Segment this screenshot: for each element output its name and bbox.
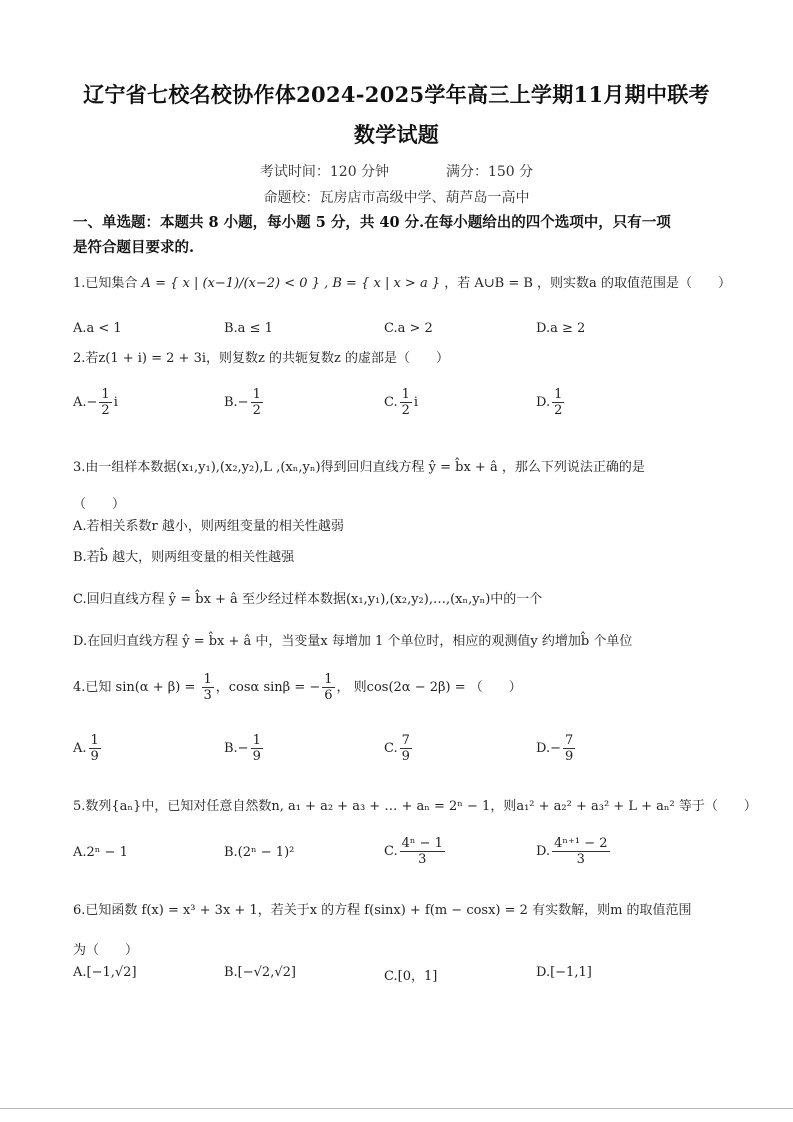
- q2-option-c-label: C.: [384, 395, 398, 410]
- q2-d-den: 2: [554, 403, 563, 418]
- q1-suffix: ，若 A∪B = B ，则实数a 的取值范围是（ ）: [444, 276, 731, 291]
- q6-option-c[interactable]: C.[0，1]: [384, 969, 438, 984]
- q5-option-d[interactable]: [536, 836, 612, 867]
- q4-a-num: 1: [90, 733, 99, 748]
- q4-a-frac: [89, 733, 101, 764]
- q4-suffix: ， 则cos(2α − 2β) = （ ）: [336, 680, 522, 695]
- q4-f2-num: 1: [324, 672, 333, 687]
- q4-option-c-label: C.: [384, 741, 398, 756]
- q4-option-d[interactable]: [536, 733, 577, 764]
- question-4-stem: [73, 672, 522, 703]
- q4-frac-2: [322, 672, 334, 703]
- q2-b-num: 1: [252, 387, 261, 402]
- q2-d-num: 1: [554, 387, 563, 402]
- q5-option-c-label: C.: [384, 844, 398, 859]
- q4-mid: ，cosα sinβ = −: [215, 680, 321, 695]
- q2-a-num: 1: [101, 387, 110, 402]
- full-score: 满分：150 分: [445, 164, 534, 180]
- q2-option-a-label: A.−: [73, 395, 98, 410]
- q5-c-num: 4ⁿ − 1: [401, 836, 443, 851]
- q3-option-d[interactable]: D.在回归直线方程 ŷ = b̂x + â 中，当变量x 每增加 1 个单位时，相应的观测值y 约增加b̂ 个单位: [73, 634, 633, 649]
- q5-option-c[interactable]: [384, 836, 447, 867]
- question-3-stem: 3.由一组样本数据(x₁,y₁),(x₂,y₂),L ,(xₙ,yₙ)得到回归直线方程 ŷ = b̂x + â ，那么下列说法正确的是: [73, 460, 645, 475]
- q5-option-a[interactable]: A.2ⁿ − 1: [73, 845, 128, 860]
- q5-c-frac: [400, 836, 445, 867]
- q1-set-b: , B = { x | x > a }: [324, 276, 441, 291]
- q2-c-frac: [400, 387, 412, 418]
- q5-d-den: 3: [576, 852, 585, 867]
- q5-option-d-label: D.: [536, 844, 551, 859]
- section-heading-line2: 是符合题目要求的.: [73, 239, 195, 256]
- q4-option-b[interactable]: [224, 733, 265, 764]
- q4-c-num: 7: [401, 733, 410, 748]
- q3-option-a[interactable]: A.若相关系数r 越小，则两组变量的相关性越弱: [73, 519, 344, 534]
- q4-a-den: 9: [90, 749, 99, 764]
- exam-subtitle: 数学试题: [353, 122, 440, 147]
- q2-a-tail: i: [113, 395, 118, 410]
- q4-f1-den: 3: [203, 688, 212, 703]
- q2-option-d-label: D.: [536, 395, 551, 410]
- q2-c-tail: i: [413, 395, 419, 410]
- q6-option-d[interactable]: D.[−1,1]: [536, 965, 592, 980]
- exam-meta: [0, 161, 793, 181]
- q1-option-a[interactable]: A.a < 1: [73, 321, 122, 336]
- q2-option-b-label: B.−: [224, 395, 249, 410]
- q2-d-frac: [552, 387, 564, 418]
- q2-b-den: 2: [252, 403, 261, 418]
- q1-prefix: 1.已知集合: [73, 276, 138, 291]
- q1-option-c[interactable]: C.a > 2: [384, 321, 433, 336]
- q2-option-b[interactable]: [224, 387, 265, 418]
- q4-option-a-label: A.: [73, 741, 87, 756]
- exam-time: 考试时间：120 分钟: [259, 164, 390, 180]
- question-1-stem: [73, 272, 731, 291]
- q3-option-b[interactable]: B.若b̂ 越大，则两组变量的相关性越强: [73, 550, 295, 565]
- q2-b-frac: [251, 387, 263, 418]
- exam-schools: 命题校：瓦房店市高级中学、葫芦岛一高中: [263, 190, 530, 206]
- q2-c-num: 1: [401, 387, 410, 402]
- q6-option-b[interactable]: B.[−√2,√2]: [224, 965, 296, 980]
- question-5-stem: 5.数列{aₙ}中，已知对任意自然数n, a₁ + a₂ + a₃ + … + aₙ = 2ⁿ − 1，则a₁² + a₂² + a₃² + L + aₙ² 等于（ ）: [73, 799, 757, 814]
- q4-b-den: 9: [252, 749, 261, 764]
- q4-option-d-label: D.−: [536, 741, 561, 756]
- question-2-stem: 2.若z(1 + i) = 2 + 3i，则复数z 的共轭复数z 的虚部是（ ）: [73, 351, 449, 366]
- exam-title: 辽宁省七校名校协作体2024-2025学年高三上学期11月期中联考: [83, 82, 710, 107]
- page-bottom-rule: [0, 1108, 793, 1109]
- q4-c-den: 9: [401, 749, 410, 764]
- q2-c-den: 2: [401, 403, 410, 418]
- question-3-stem-cont: （ ）: [73, 497, 126, 512]
- q1-option-d[interactable]: D.a ≥ 2: [536, 321, 586, 336]
- q5-d-frac: [552, 836, 609, 867]
- question-6-stem: 6.已知函数 f(x) = x³ + 3x + 1，若关于x 的方程 f(sinx) + f(m − cosx) = 2 有实数解，则m 的取值范围: [73, 903, 692, 918]
- q2-a-den: 2: [101, 403, 110, 418]
- q4-option-c[interactable]: [384, 733, 414, 764]
- q2-option-a[interactable]: [73, 387, 118, 418]
- q4-option-b-label: B.−: [224, 741, 249, 756]
- q1-option-b[interactable]: B.a ≤ 1: [224, 321, 273, 336]
- section-heading-line1: 一、单选题：本题共 8 小题，每小题 5 分，共 40 分.在每小题给出的四个选项中，只有一项: [73, 214, 671, 231]
- q4-f1-num: 1: [203, 672, 212, 687]
- q4-d-frac: [563, 733, 575, 764]
- q4-prefix: 4.已知 sin(α + β) =: [73, 680, 200, 695]
- q4-option-a[interactable]: [73, 733, 103, 764]
- q5-c-den: 3: [418, 852, 427, 867]
- q5-option-b[interactable]: B.(2ⁿ − 1)²: [224, 845, 295, 860]
- q2-option-c[interactable]: [384, 387, 418, 418]
- q5-d-num: 4ⁿ⁺¹ − 2: [554, 836, 608, 851]
- q4-d-den: 9: [564, 749, 574, 764]
- q2-option-d[interactable]: [536, 387, 566, 418]
- q4-frac-1: [202, 672, 214, 703]
- q4-b-num: 1: [252, 733, 261, 748]
- q3-option-c[interactable]: C.回归直线方程 ŷ = b̂x + â 至少经过样本数据(x₁,y₁),(x₂,y₂),…,(xₙ,yₙ)中的一个: [73, 592, 543, 607]
- q4-b-frac: [251, 733, 263, 764]
- q4-d-num: 7: [564, 733, 574, 748]
- q2-a-frac: [99, 387, 111, 418]
- q6-option-a[interactable]: A.[−1,√2]: [73, 965, 137, 980]
- question-6-stem-cont: 为（ ）: [73, 943, 139, 958]
- q4-f2-den: 6: [324, 688, 333, 703]
- q4-c-frac: [400, 733, 412, 764]
- q1-set-a: A = { x | (x−1)/(x−2) < 0 }: [141, 276, 320, 291]
